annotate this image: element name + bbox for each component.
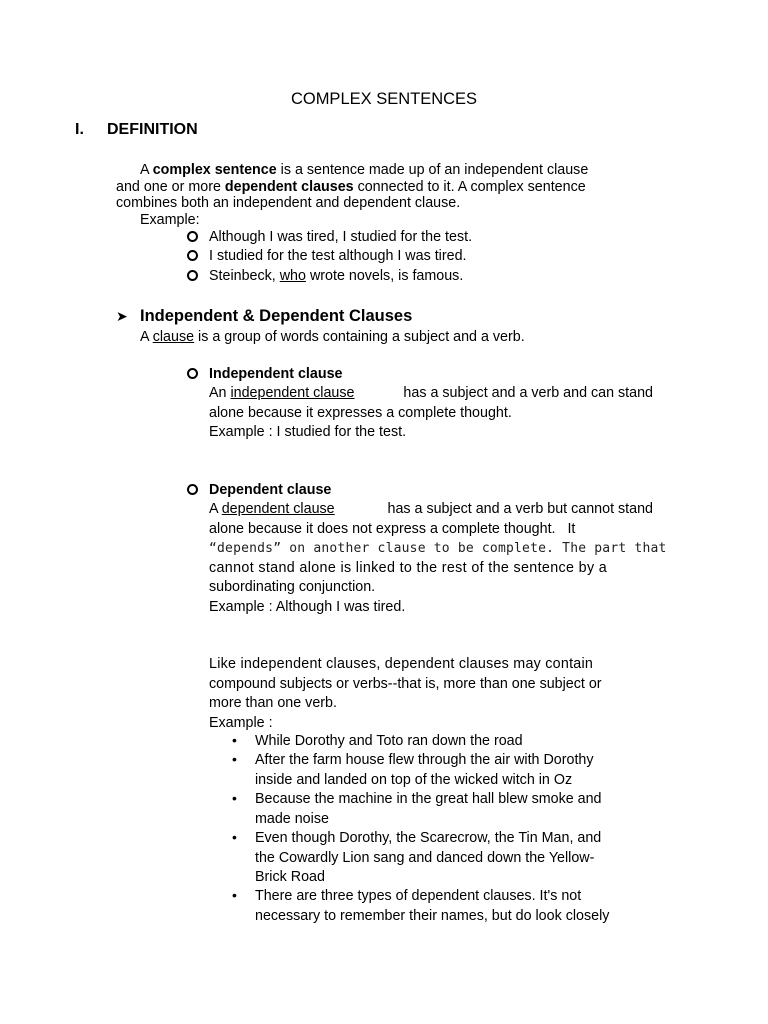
list-item-line: While Dorothy and Toto ran down the road: [255, 733, 523, 749]
dependent-line-3: “depends” on another clause to be complete. The part that: [209, 541, 667, 556]
compound-example-label: Example :: [209, 714, 273, 731]
ring-bullet-icon: [187, 270, 198, 281]
ring-bullet-icon: [187, 250, 198, 261]
list-item: [255, 732, 655, 752]
dependent-example: Example : Although I was tired.: [209, 598, 406, 615]
ring-bullet-icon: [187, 484, 198, 495]
underlined-term: dependent clause: [221, 501, 335, 517]
compound-line-2: compound subjects or verbs--that is, more than one subject or: [209, 675, 602, 692]
dependent-clause-body: [209, 500, 667, 617]
independent-line-2: alone because it expresses a complete thought.: [209, 404, 512, 421]
term-complex-sentence: complex sentence: [152, 162, 277, 178]
text-run: Steinbeck,: [209, 268, 280, 284]
list-item-line: Brick Road: [255, 869, 325, 885]
compound-paragraph: [209, 655, 653, 733]
text-run: has a subject and a verb but cannot stand: [387, 501, 653, 517]
independent-line-1: [209, 384, 653, 404]
example-item: [209, 268, 463, 284]
independent-example: Example : I studied for the test.: [209, 424, 407, 440]
definition-line-2: [116, 179, 652, 196]
independent-clause-body: [209, 384, 653, 443]
underlined-word: clause: [152, 329, 195, 345]
text-run: connected to it. A complex sentence: [353, 178, 586, 195]
definition-line-1: [116, 162, 652, 179]
page-title: COMPLEX SENTENCES: [290, 90, 478, 108]
list-item-line: the Cowardly Lion sang and danced down the Yellow-: [255, 849, 595, 866]
list-item: [255, 829, 655, 888]
dependent-line-2: alone because it does not express a complete thought. It: [209, 520, 576, 537]
example-label: Example:: [140, 211, 200, 228]
text-run: A: [209, 501, 222, 517]
list-item-line: Even though Dorothy, the Scarecrow, the Tin Man, and: [255, 830, 602, 846]
ring-bullet-icon: [187, 368, 198, 379]
bullet-icon: •: [232, 829, 237, 845]
term-dependent-clauses: dependent clauses: [224, 178, 354, 195]
bullet-icon: •: [232, 790, 237, 806]
independent-clause-title: Independent clause: [209, 366, 343, 382]
section-number: I.: [75, 121, 84, 138]
list-item-line: made noise: [255, 810, 329, 827]
compound-line-1: Like independent clauses, dependent clauses may contain: [209, 656, 594, 672]
arrow-bullet-icon: ➤: [116, 308, 128, 324]
section-heading: DEFINITION: [107, 121, 198, 138]
list-item: [255, 790, 655, 829]
list-item: [255, 751, 655, 790]
bullet-icon: •: [232, 751, 237, 767]
underlined-term: independent clause: [230, 385, 355, 401]
dependent-clause-title: Dependent clause: [209, 482, 332, 498]
dependent-line-5: subordinating conjunction.: [209, 579, 376, 595]
dependent-line-4: cannot stand alone is linked to the rest of the sentence by a: [209, 559, 608, 576]
text-run: is a sentence made up of an independent clause: [276, 162, 589, 178]
underlined-word: who: [279, 268, 306, 284]
text-run: An: [209, 385, 231, 401]
text-run: is a group of words containing a subject and a verb.: [194, 329, 525, 345]
list-item-line: inside and landed on top of the wicked witch in Oz: [255, 771, 573, 788]
bullet-icon: •: [232, 732, 237, 748]
list-item: [255, 887, 655, 926]
bullet-icon: •: [232, 887, 237, 903]
text-run: A: [140, 329, 153, 345]
definition-line-3: combines both an independent and dependent clause.: [116, 195, 461, 211]
text-run: and one or more: [116, 178, 225, 195]
text-run: wrote novels, is famous.: [305, 268, 464, 284]
list-item-line: necessary to remember their names, but do look closely: [255, 907, 610, 924]
clause-definition: [140, 329, 525, 345]
compound-line-3: more than one verb.: [209, 695, 337, 711]
example-item: I studied for the test although I was tired.: [209, 248, 467, 264]
text-run: A: [140, 162, 153, 178]
ring-bullet-icon: [187, 231, 198, 242]
list-item-line: After the farm house flew through the air with Dorothy: [255, 752, 594, 768]
clauses-heading: Independent & Dependent Clauses: [140, 307, 413, 325]
example-item: Although I was tired, I studied for the test.: [209, 229, 473, 245]
dependent-line-1: [209, 500, 653, 520]
text-run: has a subject and a verb and can stand: [403, 385, 653, 401]
list-item-line: There are three types of dependent clauses. It's not: [255, 888, 582, 904]
definition-paragraph: [116, 162, 652, 228]
list-item-line: Because the machine in the great hall blew smoke and: [255, 791, 602, 807]
